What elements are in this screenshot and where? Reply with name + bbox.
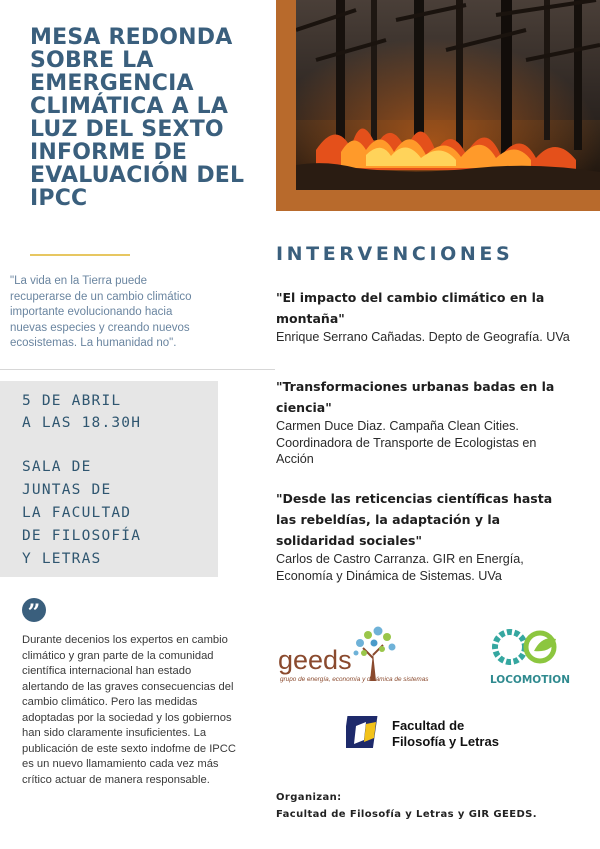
locomotion-wordmark: LOCOMOTION: [489, 674, 571, 686]
venue-line: SALA DE: [22, 459, 92, 475]
talk-speaker: Enrique Serrano Cañadas. Depto de Geografía. UVa: [276, 330, 570, 344]
geeds-logo: [278, 623, 468, 685]
page-title: MESA REDONDA SOBRE LA EMERGENCIA CLIMÁTICA A LA LUZ DEL SEXTO INFORME DE EVALUACIÓN DEL IPCC: [30, 25, 245, 211]
event-time: A LAS 18.30H: [22, 415, 142, 431]
talk-title: "Desde las reticencias científicas hasta las rebeldías, la adaptación y la solidaridad sociales": [276, 491, 553, 548]
venue-line: LA FACULTAD: [22, 505, 132, 521]
geeds-tagline: grupo de energía, economía y dinámica de sistemas: [280, 676, 429, 683]
talk-title: "El impacto del cambio climático en la montaña": [276, 290, 545, 326]
event-date: 5 DE ABRIL: [22, 393, 122, 409]
quote-icon: ”: [22, 598, 46, 622]
venue-line: Y LETRAS: [22, 551, 102, 567]
faculty-logo: [346, 712, 516, 754]
event-description: Durante decenios los expertos en cambio climático y gran parte de la comunidad científica internacional han estado alertando de las graves consecuencias del cambio climático. Pero las medidas adoptadas por la sociedad y los gobiernos han sido claramente insuficientes. La publicación de este sexto indofme de IPCC es un nuevo llamamiento cada vez más crítico actuar de manera responsable.: [22, 634, 236, 786]
organizers-label: Organizan:: [276, 792, 342, 803]
interventions-heading: INTERVENCIONES: [276, 243, 514, 265]
epigraph-quote: "La vida en la Tierra puede recuperarse de un cambio climático importante evolucionando hacia nuevas especies y creando nuevos ecosistemas. La humanidad no".: [10, 275, 192, 349]
forest-fire-photo: [296, 0, 600, 190]
faculty-name-line2: Filosofía y Letras: [392, 734, 499, 749]
organizers-text: Facultad de Filosofía y Letras y GIR GEEDS.: [276, 809, 537, 820]
talk-title: "Transformaciones urbanas badas en la ciencia": [276, 379, 555, 415]
event-info-box: [0, 381, 218, 577]
talk-speaker: Carlos de Castro Carranza. GIR en Energía, Economía y Dinámica de Sistemas. UVa: [276, 552, 524, 583]
geeds-wordmark: geeds: [278, 645, 352, 675]
faculty-name-line1: Facultad de: [392, 718, 465, 733]
talk-speaker: Carmen Duce Diaz. Campaña Clean Cities. Coordinadora de Transporte de Ecologistas en Acción: [276, 419, 537, 466]
venue-line: DE FILOSOFÍA: [22, 528, 142, 544]
locomotion-logo: [482, 625, 578, 687]
title-divider: [30, 254, 130, 256]
venue-line: JUNTAS DE: [22, 482, 112, 498]
quote-divider: [0, 369, 275, 370]
